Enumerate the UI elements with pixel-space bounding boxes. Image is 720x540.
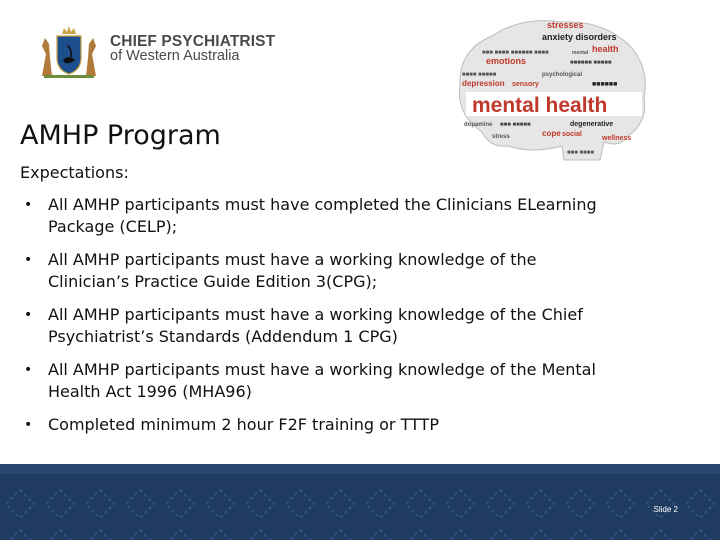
bullet-line: All AMHP participants must have a working knowledge of the Mental — [48, 360, 596, 379]
word-social: social — [562, 131, 582, 138]
word-sensory: sensory — [512, 81, 539, 88]
bullet-line: All AMHP participants must have completed the Clinicians ELearning — [48, 195, 597, 214]
svg-text:■■■■ ■■■■■: ■■■■ ■■■■■ — [462, 72, 497, 78]
svg-text:■■■■■■ ■■■■■: ■■■■■■ ■■■■■ — [570, 60, 612, 66]
bullet-item — [24, 194, 704, 238]
footer-band — [0, 464, 720, 540]
bullet-marker: • — [24, 307, 33, 323]
coat-of-arms-logo — [36, 24, 102, 80]
word-stress: stress — [492, 134, 510, 140]
bullet-line: Psychiatrist’s Standards (Addendum 1 CPG) — [48, 327, 398, 346]
word-psychological: psychological — [542, 72, 583, 78]
bullet-marker: • — [24, 362, 33, 378]
word-health: health — [592, 44, 619, 54]
bullet-line: Health Act 1996 (MHA96) — [48, 382, 252, 401]
bullet-marker: • — [24, 252, 33, 268]
bullet-line: Package (CELP); — [48, 217, 178, 236]
word-emotions: emotions — [486, 56, 527, 66]
bullet-line: All AMHP participants must have a working knowledge of the — [48, 250, 537, 269]
word-cope: cope — [542, 129, 561, 138]
footer-diamond-pattern — [0, 464, 720, 540]
bullet-item — [24, 414, 704, 436]
word-degenerative: degenerative — [570, 121, 614, 128]
org-name-line2: of Western Australia — [110, 48, 240, 64]
word-wellness: wellness — [602, 135, 632, 142]
svg-text:■■■ ■■■■: ■■■ ■■■■ — [567, 150, 595, 156]
slide-title: AMHP Program — [20, 120, 221, 151]
bullet-item — [24, 304, 704, 348]
bullet-item — [24, 249, 704, 293]
svg-text:■■■ ■■■■■: ■■■ ■■■■■ — [500, 122, 531, 128]
org-name-line1: CHIEF PSYCHIATRIST — [110, 33, 276, 50]
svg-text:■■■■■■: ■■■■■■ — [592, 81, 618, 88]
word-mental: mental — [572, 50, 589, 56]
mental-health-headline: mental health — [472, 94, 608, 117]
bullet-line: Completed minimum 2 hour F2F training or TTTP — [48, 415, 439, 434]
bullet-list — [24, 194, 704, 447]
bullet-item — [24, 359, 704, 403]
bullet-marker: • — [24, 417, 33, 433]
bullet-line: All AMHP participants must have a working knowledge of the Chief — [48, 305, 583, 324]
word-dopamine: dopamine — [464, 122, 493, 128]
word-stresses: stresses — [547, 20, 584, 30]
bullet-line: Clinician’s Practice Guide Edition 3(CPG); — [48, 272, 378, 291]
word-depression: depression — [462, 79, 505, 88]
svg-text:■■■ ■■■■ ■■■■■■ ■■■■: ■■■ ■■■■ ■■■■■■ ■■■■ — [482, 50, 549, 56]
bullet-marker: • — [24, 197, 33, 213]
word-anxiety: anxiety disorders — [542, 32, 617, 42]
mental-health-brain-image — [452, 14, 652, 164]
slide-number: Slide 2 — [653, 505, 678, 514]
slide-subtitle: Expectations: — [20, 163, 129, 182]
